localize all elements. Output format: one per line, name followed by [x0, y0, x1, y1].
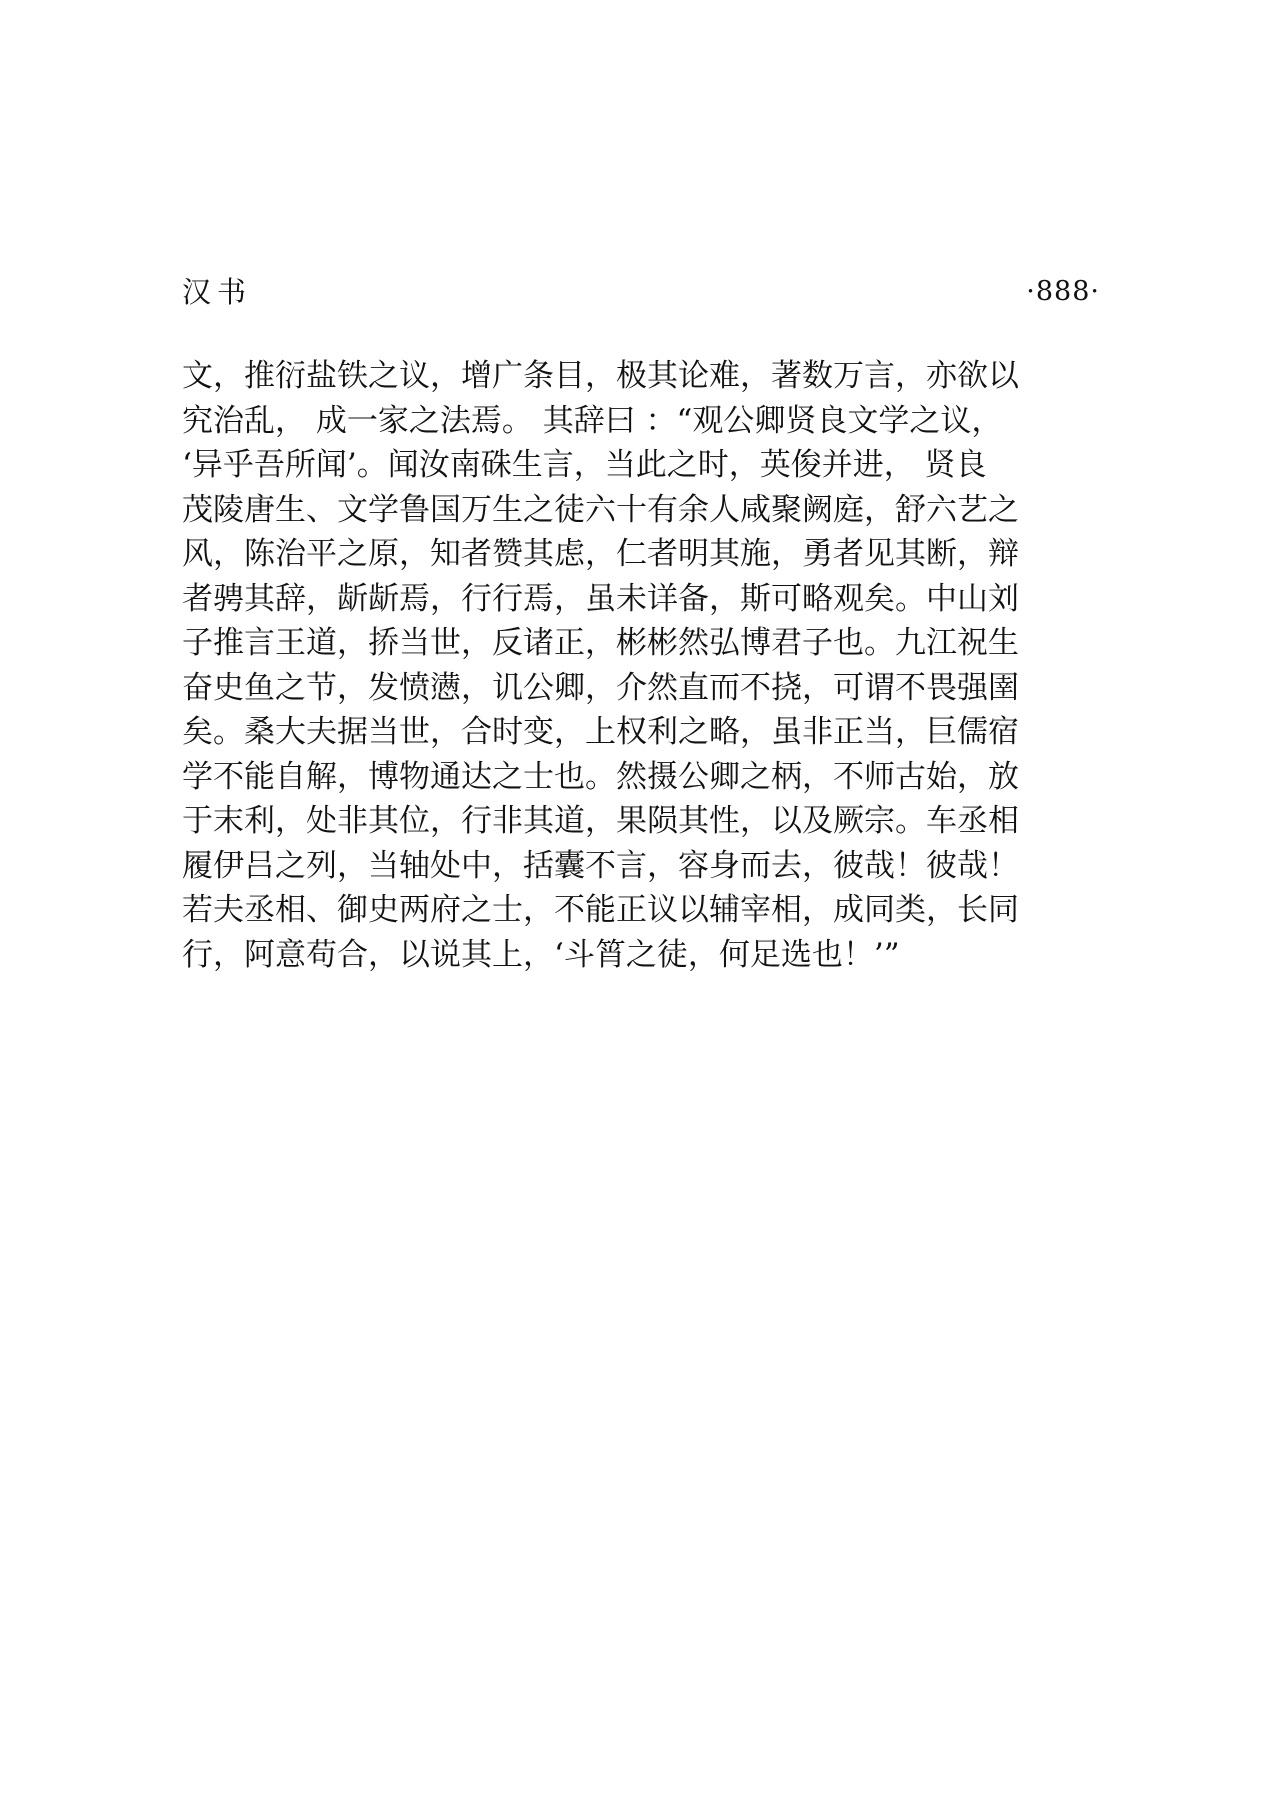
text-line: 奋史鱼之节，发愤懑，讥公卿，介然直而不挠，可谓不畏强圉 — [182, 669, 1019, 706]
text-line: 文，推衍盐铁之议，增广条目，极其论难，著数万言，亦欲以 — [182, 358, 1019, 394]
page-header — [182, 268, 1100, 316]
text-line: 学不能自解，博物通达之士也。然摄公卿之柄，不师古始，放 — [182, 758, 1019, 795]
text-line: 行，阿意苟合，以说其上，‘斗筲之徒，何足选也！’” — [182, 936, 900, 973]
text-line: ‘异乎吾所闻’。闻汝南硃生言，当此之时，英俊并进， 贤良 — [182, 447, 987, 483]
text-line: 若夫丞相、御史两府之士，不能正议以辅宰相，成同类，长同 — [182, 892, 1019, 928]
text-line: 者骋其辞，龂龂焉，行行焉，虽未详备，斯可略观矣。中山刘 — [182, 580, 1019, 617]
text-line: 茂陵唐生、文学鲁国万生之徒六十有余人咸聚阙庭，舒六艺之 — [182, 491, 1019, 528]
text-line: 子推言王道，挢当世，反诸正，彬彬然弘博君子也。九江祝生 — [182, 625, 1019, 661]
body-text — [182, 354, 1082, 977]
text-line: 履伊吕之列，当轴处中，括囊不言，容身而去，彼哉！彼哉！ — [182, 847, 1019, 884]
text-line: 于末利，处非其位，行非其道，果陨其性，以及厥宗。车丞相 — [182, 803, 1019, 839]
text-line: 矣。桑大夫据当世，合时变，上权利之略，虽非正当，巨儒宿 — [182, 714, 1019, 750]
page-number: ·888· — [1026, 276, 1100, 307]
text-line: 风，陈治平之原，知者赞其虑，仁者明其施，勇者见其断，辩 — [182, 536, 1019, 572]
text-line: 究治乱， 成一家之法焉。 其辞曰 ：“观公卿贤良文学之议， — [182, 402, 1003, 439]
book-title: 汉书 — [182, 275, 253, 309]
